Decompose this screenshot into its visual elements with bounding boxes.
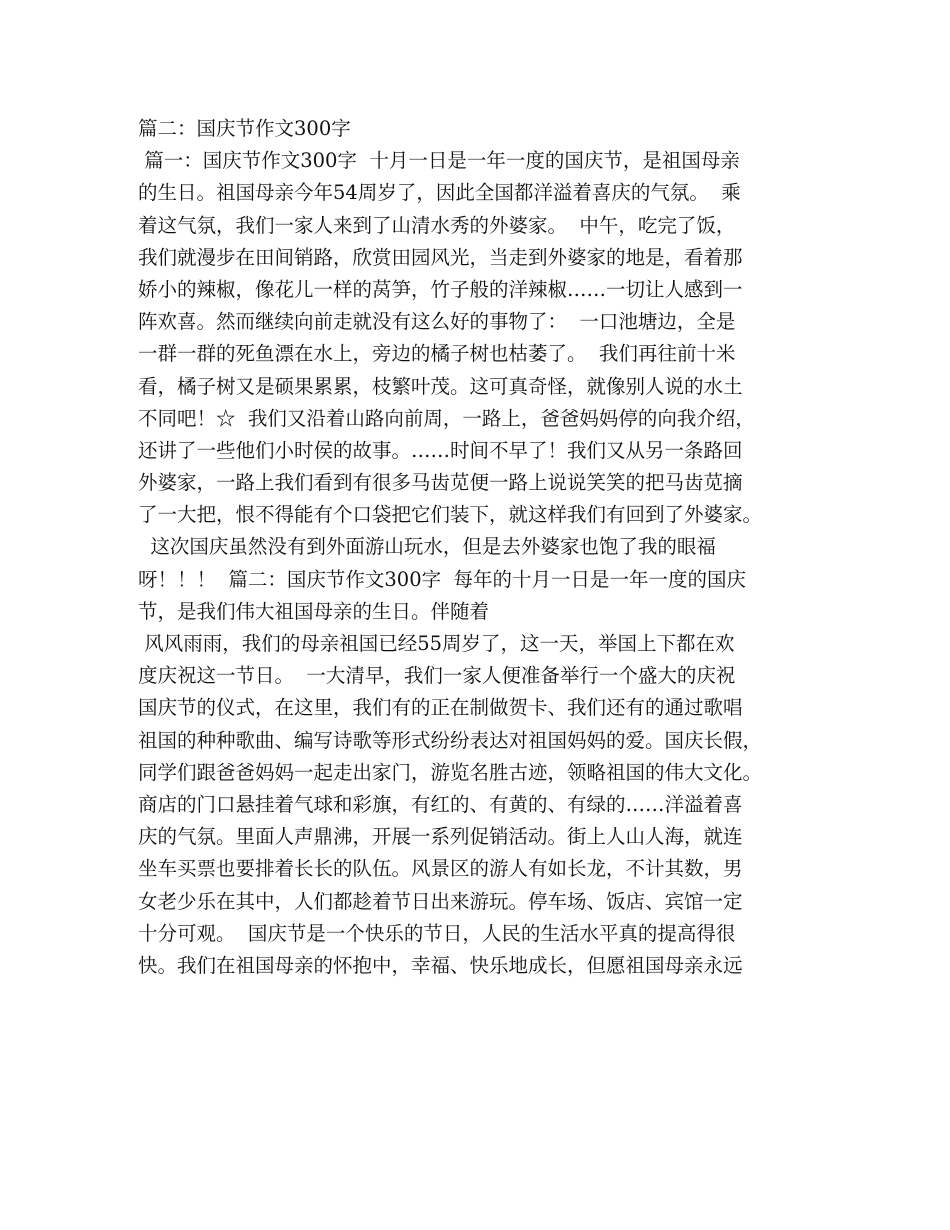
text-line: 娇小的辣椒，像花儿一样的莴笋，竹子般的洋辣椒……一切让人感到一 (138, 277, 743, 301)
text-line: 不同吧！☆ 我们又沿着山路向前周，一路上，爸爸妈妈停的向我介绍， (138, 406, 755, 430)
section-heading: 篇二：国庆节作文300字 (138, 117, 351, 140)
text-line: 看，橘子树又是硕果累累，枝繁叶茂。这可真奇怪，就像别人说的水土 (138, 374, 743, 398)
text-line: 祖国的种种歌曲、编写诗歌等形式纷纷表达对祖国妈妈的爱。国庆长假， (138, 728, 763, 752)
text-line: 庆的气氛。里面人声鼎沸，开展一系列促销活动。街上人山人海，就连 (138, 825, 743, 849)
text-line: 的生日。祖国母亲今年54周岁了，因此全国都洋溢着喜庆的气氛。 乘 (138, 181, 741, 205)
text-line: 了一大把，恨不得能有个口袋把它们装下，就这样我们有回到了外婆家。 (138, 503, 763, 527)
text-line: 坐车买票也要排着长长的队伍。风景区的游人有如长龙，不计其数，男 (138, 857, 743, 881)
text-line: 这次国庆虽然没有到外面游山玩水，但是去外婆家也饱了我的眼福 (138, 535, 716, 559)
text-line: 十分可观。 国庆节是一个快乐的节日，人民的生活水平真的提高得很 (138, 921, 736, 945)
text-line: 呀！！！ 篇二：国庆节作文300字 每年的十月一日是一年一度的国庆 (138, 567, 747, 591)
text-line: 篇一：国庆节作文300字 十月一日是一年一度的国庆节，是祖国母亲 (138, 149, 740, 173)
text-line: 快。我们在祖国母亲的怀抱中，幸福、快乐地成长，但愿祖国母亲永远 (138, 953, 743, 977)
document-body (138, 113, 828, 982)
text-line: 商店的门口悬挂着气球和彩旗，有红的、有黄的、有绿的……洋溢着喜 (138, 792, 743, 816)
text-line: 阵欢喜。然而继续向前走就没有这么好的事物了： 一口池塘边，全是 (138, 310, 736, 334)
text-line: 着这气氛，我们一家人来到了山清水秀的外婆家。 中午，吃完了饭， (138, 213, 736, 237)
text-line: 同学们跟爸爸妈妈一起走出家门，游览名胜古迹，领略祖国的伟大文化。 (138, 760, 763, 784)
text-line: 节，是我们伟大祖国母亲的生日。伴随着 (138, 599, 490, 623)
text-line: 外婆家，一路上我们看到有很多马齿苋便一路上说说笑笑的把马齿苋摘 (138, 471, 743, 495)
text-line: 度庆祝这一节日。 一大清早，我们一家人便准备举行一个盛大的庆祝 (138, 664, 736, 688)
text-line: 还讲了一些他们小时侯的故事。……时间不早了！我们又从另一条路回 (138, 438, 743, 462)
text-line: 国庆节的仪式，在这里，我们有的正在制做贺卡、我们还有的通过歌唱 (138, 696, 743, 720)
text-line: 女老少乐在其中，人们都趁着节日出来游玩。停车场、饭店、宾馆一定 (138, 889, 743, 913)
text-line: 一群一群的死鱼漂在水上，旁边的橘子树也枯萎了。 我们再往前十米 (138, 342, 736, 366)
text-line: 风风雨雨，我们的母亲祖国已经55周岁了，这一天，举国上下都在欢 (138, 632, 735, 655)
text-line: 我们就漫步在田间销路，欣赏田园风光，当走到外婆家的地是，看着那 (138, 245, 743, 269)
